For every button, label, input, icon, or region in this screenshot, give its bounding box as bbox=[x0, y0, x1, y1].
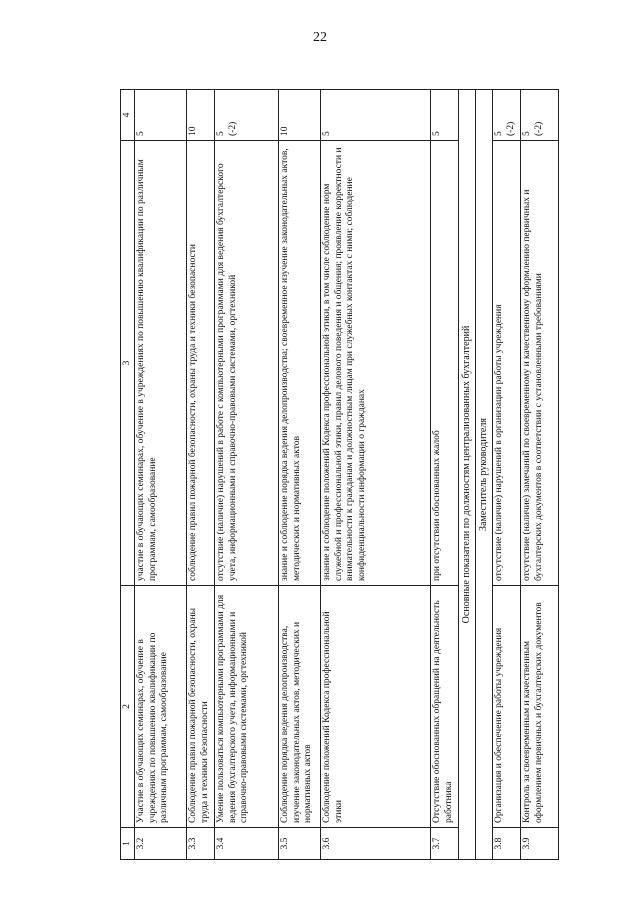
score-cell: 5 (-2) bbox=[215, 90, 279, 141]
indicator-cell: Соблюдение правил пожарной безопасности, охраны труда и техники безопасности bbox=[187, 586, 215, 828]
indicator-cell: Отсутствие обоснованных обращений на деятельность работника bbox=[431, 586, 459, 828]
criteria-cell: отсутствие (наличие) замечаний по своевременному и качественному оформлению первичных и бухгалтерских документов в соответствии с установленными требованиями bbox=[521, 141, 559, 586]
indicator-cell: Участие в обучающих семинарах, обучение в учреждениях по повышению квалификации по различным программам, самообразование bbox=[135, 586, 187, 828]
section-title: Основные показатели по должностям централизованных бухгалтерий bbox=[459, 90, 476, 860]
criteria-table bbox=[120, 89, 559, 860]
table-row bbox=[279, 90, 321, 860]
criteria-cell: знание и соблюдение положений Кодекса профессиональной этики, в том числе соблюдение норм служебной и профессиональной этики, правил делового поведения и общения; проявление корректности и внимательности к гражданам и должностным лицам при служебных контактах с ними; соблюдение конфиденциальности информации о гражданах bbox=[321, 141, 431, 586]
table-row bbox=[215, 90, 279, 860]
score-cell: 5 (-2) bbox=[493, 90, 521, 141]
score-cell: 5 bbox=[431, 90, 459, 141]
score-cell: 10 bbox=[279, 90, 321, 141]
table-row bbox=[135, 90, 187, 860]
header-col-1: 1 bbox=[121, 828, 135, 860]
table-row bbox=[321, 90, 431, 860]
row-number: 3.2 bbox=[135, 828, 187, 860]
criteria-cell: участие в обучающих семинарах, обучение в учреждениях по повышению квалификации по различным программам, самообразование bbox=[135, 141, 187, 586]
row-number: 3.5 bbox=[279, 828, 321, 860]
page-number: 22 bbox=[313, 30, 327, 45]
row-number: 3.6 bbox=[321, 828, 431, 860]
criteria-cell: соблюдение правил пожарной безопасности, охраны труда и техники безопасности bbox=[187, 141, 215, 586]
rotated-table-wrapper bbox=[120, 90, 544, 860]
header-col-3: 3 bbox=[121, 141, 135, 586]
subsection-row bbox=[476, 90, 493, 860]
indicator-cell: Контроль за своевременным и качественным оформлением первичных и бухгалтерских документов bbox=[521, 586, 559, 828]
section-row bbox=[459, 90, 476, 860]
criteria-cell: знание и соблюдение порядка ведения делопроизводства; своевременное изучение законодательных актов, методических и нормативных актов bbox=[279, 141, 321, 586]
header-col-4: 4 bbox=[121, 90, 135, 141]
score-cell: 5 bbox=[321, 90, 431, 141]
indicator-cell: Умение пользоваться компьютерными программами для ведения бухгалтерского учета, информационными и справочно-правовыми системами, оргтехникой bbox=[215, 586, 279, 828]
table-header-row bbox=[121, 90, 135, 860]
indicator-cell: Соблюдение положений Кодекса профессиональной этики bbox=[321, 586, 431, 828]
indicator-cell: Организация и обеспечение работы учреждения bbox=[493, 586, 521, 828]
indicator-cell: Соблюдение порядка ведения делопроизводства, изучение законодательных актов, методических и нормативных актов bbox=[279, 586, 321, 828]
table-row bbox=[521, 90, 559, 860]
criteria-cell: отсутствие (наличие) нарушений в организации работы учреждения bbox=[493, 141, 521, 586]
score-cell: 5 (-2) bbox=[521, 90, 559, 141]
subsection-title: Заместитель руководителя bbox=[476, 90, 493, 860]
table-row bbox=[493, 90, 521, 860]
criteria-cell: при отсутствии обоснованных жалоб bbox=[431, 141, 459, 586]
score-cell: 5 bbox=[135, 90, 187, 141]
row-number: 3.4 bbox=[215, 828, 279, 860]
table-row bbox=[187, 90, 215, 860]
score-cell: 10 bbox=[187, 90, 215, 141]
header-col-2: 2 bbox=[121, 586, 135, 828]
row-number: 3.7 bbox=[431, 828, 459, 860]
table-row bbox=[431, 90, 459, 860]
row-number: 3.9 bbox=[521, 828, 559, 860]
row-number: 3.3 bbox=[187, 828, 215, 860]
row-number: 3.8 bbox=[493, 828, 521, 860]
criteria-cell: отсутствие (наличие) нарушений в работе с компьютерными программами для ведения бухгалтерского учета, информационными и справочно-правовыми системами, оргтехникой bbox=[215, 141, 279, 586]
